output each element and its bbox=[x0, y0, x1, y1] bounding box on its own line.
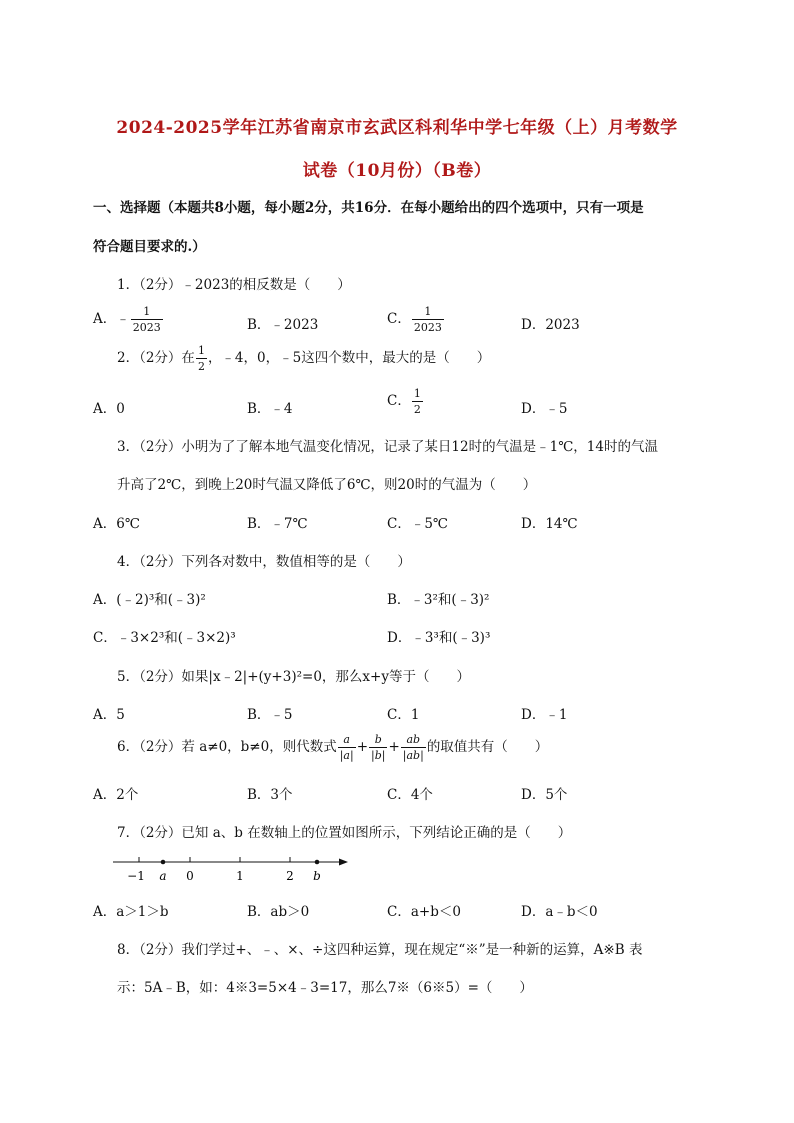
q5-option-b: B．﹣5 bbox=[247, 707, 293, 723]
question-4: 4．（2分）下列各对数中，数值相等的是（ ） bbox=[117, 554, 411, 570]
q7-option-d: D．a﹣b＜0 bbox=[521, 904, 598, 920]
document-title-line1: 2024-2025学年江苏省南京市玄武区科利华中学七年级（上）月考数学 bbox=[116, 118, 678, 138]
q3-option-c: C．﹣5℃ bbox=[387, 516, 449, 532]
q6-option-b: B．3个 bbox=[247, 787, 293, 803]
q6-option-a: A．2个 bbox=[93, 787, 139, 803]
number-line-figure bbox=[110, 852, 355, 884]
q2-fraction: $\frac{1}{2}$ bbox=[197, 344, 205, 373]
label-0: 0 bbox=[186, 869, 194, 883]
q3-option-d: D．14℃ bbox=[521, 516, 578, 532]
question-8-cont: 示：5A﹣B，如：4※3=5×4﹣3=17，那么7※（6※5）=（ ） bbox=[117, 980, 533, 996]
q2-c-fraction: $\frac{1}{2}$ bbox=[413, 387, 421, 416]
label-neg1: −1 bbox=[127, 869, 145, 883]
q7-option-a: A．a＞1＞b bbox=[93, 904, 169, 920]
q7-option-c: C．a+b＜0 bbox=[387, 904, 461, 920]
q4-option-d: D．﹣3³和(﹣3)³ bbox=[387, 630, 491, 646]
q1-option-b: B．﹣2023 bbox=[247, 317, 319, 333]
section-heading-cont: 符合题目要求的.） bbox=[93, 239, 206, 255]
q2-option-b: B．﹣4 bbox=[247, 401, 293, 417]
q1-option-d: D．2023 bbox=[521, 317, 580, 333]
q6-fraction-3: $\frac{ab}{|ab|}$ bbox=[402, 733, 424, 762]
question-2: 2．（2分）在 $\frac{1}{2}$ ，﹣4，0，﹣5这四个数中，最大的是（ ） bbox=[117, 344, 491, 373]
point-b bbox=[315, 860, 320, 865]
question-7: 7．（2分）已知 a、b 在数轴上的位置如图所示，下列结论正确的是（ ） bbox=[117, 825, 572, 841]
q5-option-c: C．1 bbox=[387, 707, 420, 723]
question-3-cont: 升高了2℃，到晚上20时气温又降低了6℃，则20时的气温为（ ） bbox=[117, 477, 537, 493]
question-5: 5．（2分）如果|x﹣2|+(y+3)²=0，那么x+y等于（ ） bbox=[117, 669, 470, 685]
q2-option-d: D．﹣5 bbox=[521, 401, 568, 417]
question-1: 1．（2分）﹣2023的相反数是（ ） bbox=[117, 277, 351, 293]
q1-a-fraction: $\frac{1}{2023}$ bbox=[132, 305, 161, 334]
question-3: 3．（2分）小明为了了解本地气温变化情况，记录了某日12时的气温是﹣1℃，14时的气温 bbox=[117, 439, 658, 455]
q6-option-c: C．4个 bbox=[387, 787, 433, 803]
q6-option-d: D．5个 bbox=[521, 787, 568, 803]
q1-c-fraction: $\frac{1}{2023}$ bbox=[413, 305, 442, 334]
q3-option-a: A．6℃ bbox=[93, 516, 140, 532]
q1-option-a: A．﹣ $\frac{1}{2023}$ bbox=[93, 305, 161, 334]
q6-fraction-2: $\frac{b}{|b|}$ bbox=[371, 733, 386, 762]
label-b: b bbox=[313, 869, 321, 883]
question-6: 6．（2分）若 a≠0，b≠0，则代数式 $\frac{a}{|a|}$ + $\frac{b}{|b|}$ + $\frac{ab}{|ab|}$ 的取值共有（ ） bbox=[117, 733, 549, 762]
q2-option-c: C． $\frac{1}{2}$ bbox=[387, 387, 421, 416]
q1-option-c: C． $\frac{1}{2023}$ bbox=[387, 305, 442, 334]
q3-option-b: B．﹣7℃ bbox=[247, 516, 308, 532]
q4-option-b: B．﹣3²和(﹣3)² bbox=[387, 592, 490, 608]
q2-option-a: A．0 bbox=[93, 401, 125, 417]
q4-option-c: C．﹣3×2³和(﹣3×2)³ bbox=[93, 630, 236, 646]
document-title-line2: 试卷（10月份）（B卷） bbox=[302, 161, 492, 181]
q5-option-a: A．5 bbox=[93, 707, 125, 723]
number-line-arrow bbox=[339, 859, 348, 866]
q6-fraction-1: $\frac{a}{|a|}$ bbox=[339, 733, 354, 762]
label-1: 1 bbox=[236, 869, 244, 883]
question-8: 8．（2分）我们学过+、﹣、×、÷这四种运算，现在规定“※”是一种新的运算，A※B 表 bbox=[117, 942, 643, 958]
label-2: 2 bbox=[286, 869, 294, 883]
q4-option-a: A．(﹣2)³和(﹣3)² bbox=[93, 592, 206, 608]
q7-option-b: B．ab＞0 bbox=[247, 904, 310, 920]
point-a bbox=[161, 860, 166, 865]
label-a: a bbox=[159, 869, 167, 883]
q5-option-d: D．﹣1 bbox=[521, 707, 568, 723]
section-heading: 一、选择题（本题共8小题，每小题2分，共16分．在每小题给出的四个选项中，只有一项是 bbox=[93, 200, 644, 216]
